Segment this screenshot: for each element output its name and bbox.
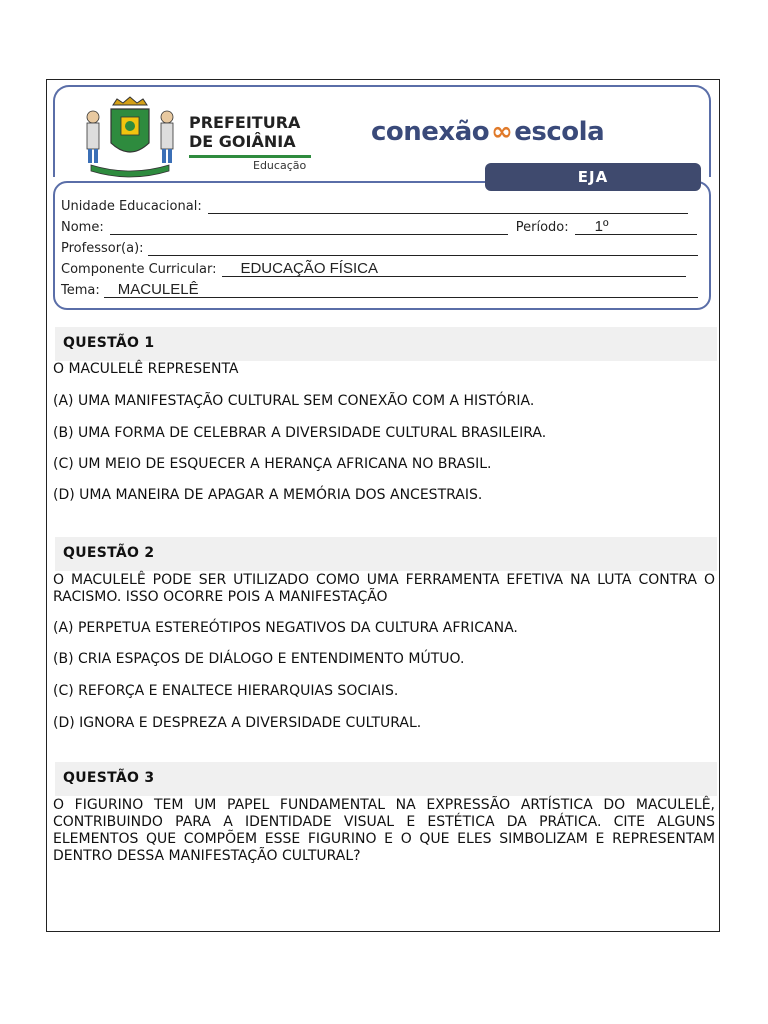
tema-value: MACULELÊ bbox=[117, 281, 199, 298]
question-1-header bbox=[55, 327, 717, 361]
question-1-option-c[interactable]: (C) UM MEIO DE ESQUECER A HERANÇA AFRICANA NO BRASIL. bbox=[53, 456, 492, 472]
question-1-option-d[interactable]: (D) UMA MANEIRA DE APAGAR A MEMÓRIA DOS ANCESTRAIS. bbox=[53, 487, 483, 503]
question-2-option-b[interactable]: (B) CRIA ESPAÇOS DE DIÁLOGO E ENTENDIMENTO MÚTUO. bbox=[53, 651, 465, 667]
question-1-title: QUESTÃO 1 bbox=[63, 335, 155, 351]
nome-label: Nome: bbox=[61, 220, 104, 235]
question-2-prompt: O MACULELÊ PODE SER UTILIZADO COMO UMA FERRAMENTA EFETIVA NA LUTA CONTRA O RACISMO. ISSO OCORRE POIS A MANIFESTAÇÃO bbox=[53, 572, 715, 605]
question-3-header bbox=[55, 762, 717, 796]
periodo-value: 1º bbox=[594, 218, 609, 235]
eja-badge: EJA bbox=[485, 163, 701, 191]
chain-link-icon: ∞ bbox=[491, 117, 513, 147]
coat-of-arms-icon bbox=[77, 95, 183, 179]
tema-field[interactable] bbox=[104, 282, 698, 298]
professor-label: Professor(a): bbox=[61, 241, 144, 256]
prefeitura-underline bbox=[189, 155, 311, 158]
nome-field[interactable] bbox=[110, 219, 508, 235]
educacao-label: Educação bbox=[253, 159, 307, 172]
professor-row bbox=[61, 240, 698, 256]
prefeitura-title bbox=[189, 113, 300, 151]
question-2-option-a[interactable]: (A) PERPETUA ESTEREÓTIPOS NEGATIVOS DA CULTURA AFRICANA. bbox=[53, 620, 518, 636]
question-1-prompt: O MACULELÊ REPRESENTA bbox=[53, 361, 239, 377]
periodo-label: Período: bbox=[515, 220, 569, 235]
tema-label: Tema: bbox=[61, 283, 100, 298]
unidade-field[interactable] bbox=[208, 198, 688, 214]
brand-left: conexão bbox=[371, 117, 490, 147]
componente-row bbox=[61, 261, 686, 277]
question-2-option-c[interactable]: (C) REFORÇA E ENALTECE HIERARQUIAS SOCIAIS. bbox=[53, 683, 399, 699]
nome-row bbox=[61, 219, 697, 235]
prefeitura-line-2: DE GOIÂNIA bbox=[189, 132, 296, 151]
componente-label: Componente Curricular: bbox=[61, 262, 217, 277]
unidade-label: Unidade Educacional: bbox=[61, 199, 202, 214]
prefeitura-line-1: PREFEITURA bbox=[189, 113, 301, 132]
tema-row bbox=[61, 282, 698, 298]
brand-right: escola bbox=[514, 117, 605, 147]
conexao-escola-logo bbox=[371, 117, 604, 147]
question-1-option-b[interactable]: (B) UMA FORMA DE CELEBRAR A DIVERSIDADE CULTURAL BRASILEIRA. bbox=[53, 425, 547, 441]
question-2-title: QUESTÃO 2 bbox=[63, 545, 155, 561]
worksheet-page bbox=[46, 79, 720, 932]
componente-field[interactable] bbox=[222, 261, 686, 277]
header bbox=[53, 85, 713, 310]
question-1-option-a[interactable]: (A) UMA MANIFESTAÇÃO CULTURAL SEM CONEXÃO COM A HISTÓRIA. bbox=[53, 393, 535, 409]
question-2-header bbox=[55, 537, 717, 571]
unidade-row bbox=[61, 198, 688, 214]
question-3-title: QUESTÃO 3 bbox=[63, 770, 155, 786]
componente-value: EDUCAÇÃO FÍSICA bbox=[240, 260, 378, 277]
question-2-option-d[interactable]: (D) IGNORA E DESPREZA A DIVERSIDADE CULTURAL. bbox=[53, 715, 422, 731]
professor-field[interactable] bbox=[148, 240, 698, 256]
periodo-field[interactable] bbox=[575, 219, 697, 235]
question-3-prompt: O FIGURINO TEM UM PAPEL FUNDAMENTAL NA EXPRESSÃO ARTÍSTICA DO MACULELÊ, CONTRIBUINDO PARA A IDENTIDADE VISUAL E ESTÉTICA DA PRÁTICA. CITE ALGUNS ELEMENTOS QUE COMPÕEM ESSE FIGURINO E O QUE ELES SIMBOLIZAM E REPRESENTAM DENTRO DESSA MANIFESTAÇÃO CULTURAL? bbox=[53, 797, 715, 864]
